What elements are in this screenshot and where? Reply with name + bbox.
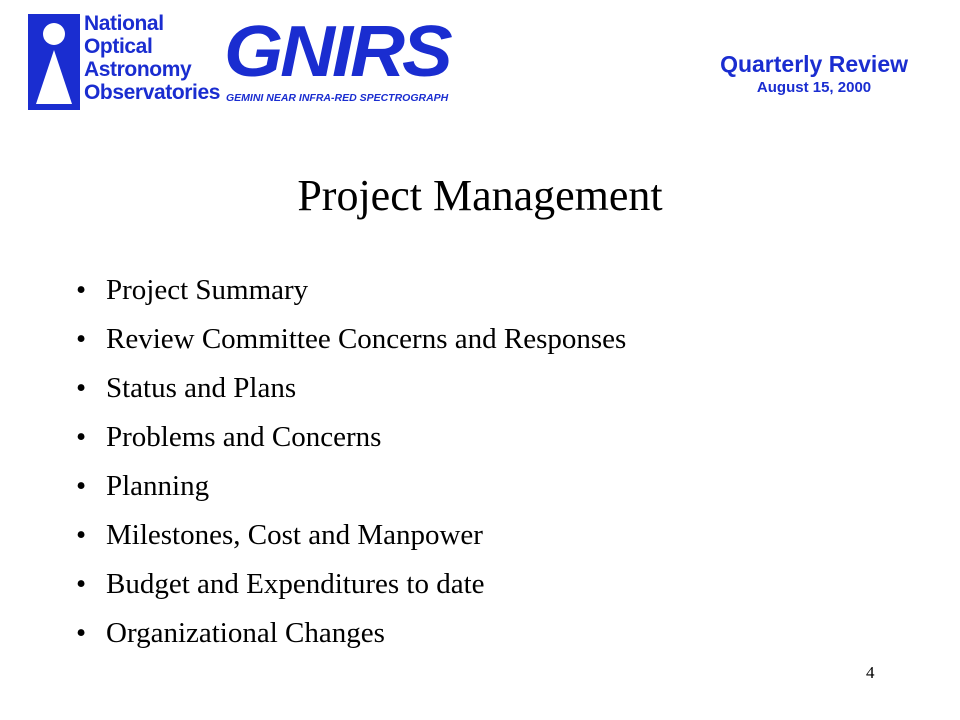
noao-emblem-icon [28, 14, 80, 110]
list-item-text: Budget and Expenditures to date [106, 568, 485, 600]
list-item-text: Problems and Concerns [106, 421, 382, 453]
list-item [76, 364, 626, 413]
list-item [76, 609, 626, 658]
page-number: 4 [866, 663, 875, 682]
review-title: Quarterly Review [720, 51, 908, 77]
list-item-text: Milestones, Cost and Manpower [106, 519, 483, 551]
list-item [76, 266, 626, 315]
bullet-icon: • [76, 519, 87, 551]
bullet-icon: • [76, 470, 87, 502]
gnirs-wordmark: GNIRS [224, 11, 450, 92]
list-item [76, 462, 626, 511]
review-header [720, 50, 908, 98]
bullet-icon: • [76, 617, 87, 649]
noao-logo [28, 12, 221, 112]
slide-title: Project Management [297, 171, 663, 220]
bullet-icon: • [76, 274, 87, 306]
noao-line-3: Astronomy [84, 58, 192, 81]
list-item [76, 511, 626, 560]
list-item [76, 560, 626, 609]
list-item-text: Review Committee Concerns and Responses [106, 323, 627, 355]
bullet-icon: • [76, 372, 87, 404]
bullet-icon: • [76, 323, 87, 355]
list-item-text: Organizational Changes [106, 617, 385, 649]
noao-wordmark [84, 12, 221, 104]
agenda-list [76, 266, 626, 658]
list-item [76, 413, 626, 462]
list-item-text: Status and Plans [106, 372, 297, 404]
gnirs-logo [224, 12, 454, 112]
gnirs-subtitle: GEMINI NEAR INFRA-RED SPECTROGRAPH [226, 92, 449, 104]
noao-line-2: Optical [84, 35, 153, 58]
noao-line-1: National [84, 12, 164, 35]
list-item-text: Planning [106, 470, 210, 502]
bullet-icon: • [76, 568, 87, 600]
bullet-icon: • [76, 421, 87, 453]
noao-line-4: Observatories [84, 81, 221, 104]
list-item [76, 315, 626, 364]
list-item-text: Project Summary [106, 274, 309, 306]
review-date: August 15, 2000 [756, 79, 872, 96]
